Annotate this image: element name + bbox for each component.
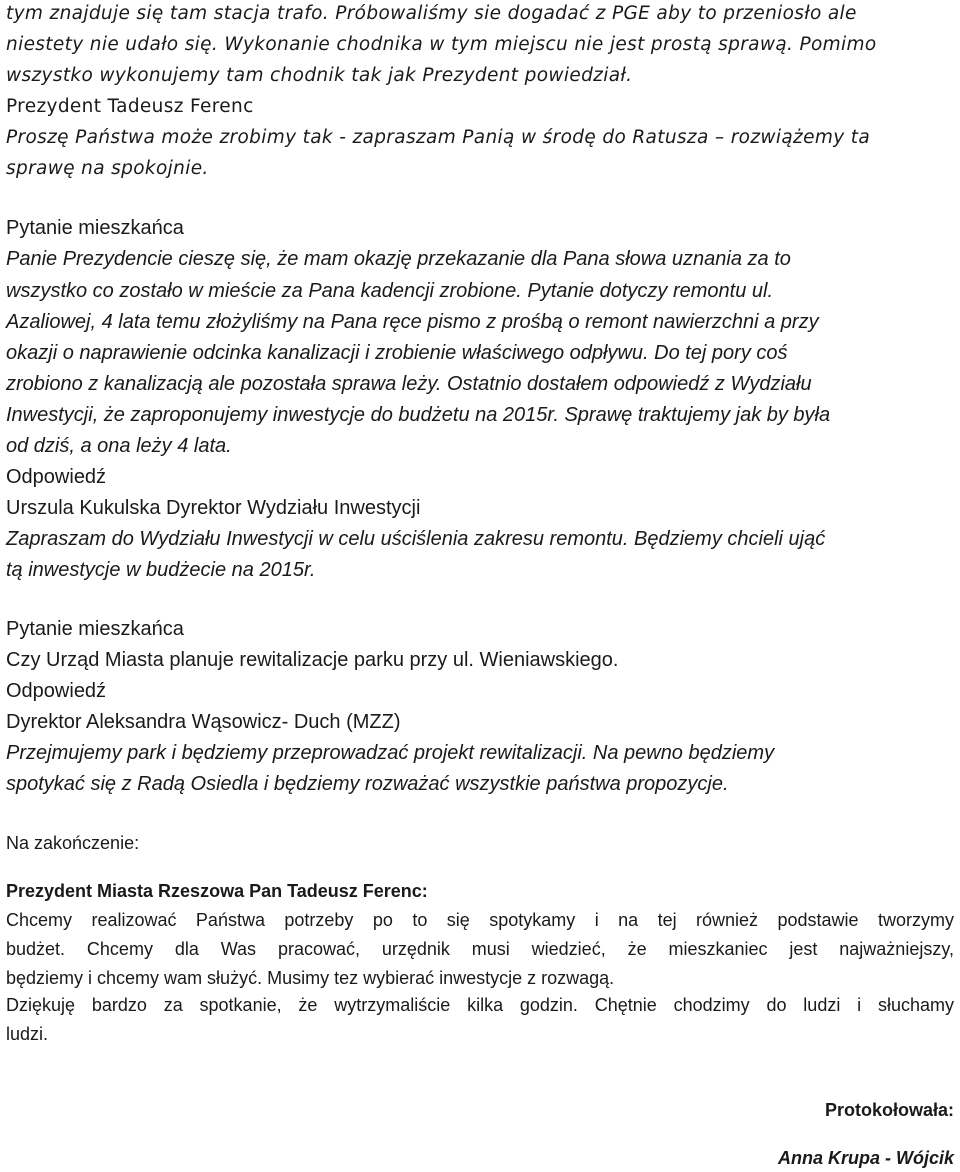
text-line: okazji o naprawienie odcinka kanalizacji i zrobienie właściwego odpływu. Do tej pory coś	[6, 342, 788, 364]
text-line: ludzi.	[6, 1024, 49, 1044]
speaker-name: Prezydent Miasta Rzeszowa Pan Tadeusz Ferenc:	[6, 881, 428, 901]
text-line: budżet. Chcemy dla Was pracować, urzędnik musi wiedzieć, że mieszkaniec jest najważniejszy,	[6, 939, 954, 959]
text-line: zrobiono z kanalizacją ale pozostała sprawa leży. Ostatnio dostałem odpowiedź z Wydziału	[6, 373, 812, 395]
text-line: niestety nie udało się. Wykonanie chodnika w tym miejscu nie jest prostą sprawą. Pomimo	[6, 34, 877, 55]
answer-heading: Odpowiedź	[6, 680, 107, 702]
text-line: Inwestycji, że zaproponujemy inwestycje do budżetu na 2015r. Sprawę traktujemy jak by była	[6, 404, 831, 426]
recorder-name: Anna Krupa - Wójcik	[777, 1148, 954, 1168]
text-line: spotykać się z Radą Osiedla i będziemy rozważać wszystkie państwa propozycje.	[6, 773, 729, 795]
text-line: od dziś, a ona leży 4 lata.	[6, 435, 232, 457]
speaker-name: Dyrektor Aleksandra Wąsowicz- Duch (MZZ)	[6, 711, 401, 733]
text-line: Azaliowej, 4 lata temu złożyliśmy na Pana ręce pismo z prośbą o remont nawierzchni a przy	[6, 311, 819, 333]
text-line: wszystko co zostało w mieście za Pana kadencji zrobione. Pytanie dotyczy remontu ul.	[6, 280, 774, 302]
text-line: tą inwestycje w budżecie na 2015r.	[6, 559, 316, 581]
text-line: Panie Prezydencie cieszę się, że mam okazję przekazanie dla Pana słowa uznania za to	[6, 248, 791, 270]
answer-heading: Odpowiedź	[6, 466, 107, 488]
text-line: Przejmujemy park i będziemy przeprowadzać projekt rewitalizacji. Na pewno będziemy	[6, 742, 775, 764]
speaker-name: Prezydent Tadeusz Ferenc	[6, 96, 254, 117]
text-line: Proszę Państwa może zrobimy tak - zapraszam Panią w środę do Ratusza – rozwiążemy ta	[6, 127, 871, 148]
text-line: wszystko wykonujemy tam chodnik tak jak Prezydent powiedział.	[6, 65, 633, 86]
closing-heading: Na zakończenie:	[6, 833, 140, 853]
text-line: Chcemy realizować Państwa potrzeby po to się spotykamy i na tej również podstawie tworzymy	[6, 910, 954, 930]
question-heading: Pytanie mieszkańca	[6, 217, 184, 239]
text-line: sprawę na spokojnie.	[6, 158, 209, 179]
text-line: Zapraszam do Wydziału Inwestycji w celu uściślenia zakresu remontu. Będziemy chcieli ująć	[6, 528, 826, 550]
text-line: Dziękuję bardzo za spotkanie, że wytrzymaliście kilka godzin. Chętnie chodzimy do ludzi i słuchamy	[6, 995, 954, 1015]
speaker-name: Urszula Kukulska Dyrektor Wydziału Inwestycji	[6, 497, 421, 519]
recorder-label: Protokołowała:	[824, 1100, 954, 1120]
text-line: tym znajduje się tam stacja trafo. Próbowaliśmy sie dogadać z PGE aby to przeniosło ale	[6, 3, 857, 24]
text-line: będziemy i chcemy wam służyć. Musimy tez wybierać inwestycje z rozwagą.	[6, 968, 615, 988]
text-line: Czy Urząd Miasta planuje rewitalizacje parku przy ul. Wieniawskiego.	[6, 649, 619, 671]
question-heading: Pytanie mieszkańca	[6, 618, 184, 640]
